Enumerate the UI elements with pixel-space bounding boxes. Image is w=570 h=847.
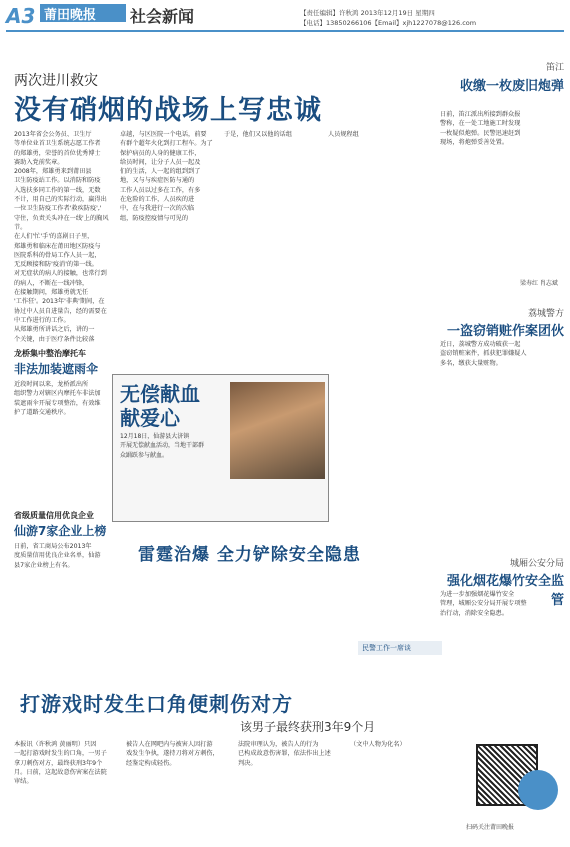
text-line: 判决。 [238,759,257,767]
text-line: 组织警力对辖区内摩托车非法加 [14,390,101,398]
text-line: 地，又与与疾症医防与通的 [120,177,195,185]
right-top-credit: 梁寿红 肖志斌 [520,280,558,287]
text-line: 治行动，消除安全隐患。 [440,609,509,617]
text-line: 一位卫生防疫工作者'救疾防疫',' [14,205,102,213]
text-line: 拿刀刺伤对方，最终获刑3年9个 [14,759,103,767]
left-low-body [14,542,109,570]
text-line: 警称，在一处工地施工时发现 [440,120,521,128]
lead-headline: 没有硝烟的战场上写忠诚 [14,95,322,126]
text-line: 本报讯（许秋鸿 黄丽明）只因 [14,741,97,748]
banner-headline: 雷霆治爆 全力铲除安全隐患 [138,545,361,565]
text-line: 管理，城厢公安分局开展专项整 [440,600,527,608]
text-line: 从郑雄勇所讲话之后，讲的一 [14,326,95,334]
column-strip: 民警工作一席谈 [358,641,442,655]
text-line: 日前，笛江派出所接到群众报 [440,111,521,118]
bottom-column-1 [14,740,118,786]
editor-info [300,8,476,28]
editor-line: 【责任编辑】许秋鸿 2013年12月19日 星期四 [300,9,435,17]
lead-column-3 [224,130,322,139]
text-line: 卓越，与区医院一个电话，前要 [120,131,207,138]
right-mid-body [440,340,564,368]
text-line: 卫生防疫站工作。以消防和防疫 [14,177,101,185]
text-line: 12月18日，仙游县大济镇 [120,433,190,440]
lead-column-2 [120,130,218,223]
page-number: A3 [6,4,36,28]
right-low-body [440,590,564,618]
right-low-title: 强化烟花爆竹安全监管 [446,574,564,608]
text-line: 个关键，由于医疗条件比较落 [14,335,95,343]
text-line: 在人们'忙'手'的喜剧日子里， [14,233,94,241]
text-line: 赛助入党前奖章。 [14,158,64,166]
text-line: 2008年，郑雄勇来到莆田县 [14,168,92,176]
text-line: 现场，将炮弹妥善处置。 [440,138,509,146]
text-line: '工作狂'。2013年'非典'期间，在 [14,298,105,306]
text-line: 保护病员的人身的健康工作， [120,149,201,157]
brand-logo-icon [518,770,558,810]
left-low-title: 仙游7家企业上榜 [14,524,107,538]
paper-name: 莆田晚报 [40,4,126,22]
text-line: 在危险的工作，人员疾的进 [120,196,195,204]
left-mid-title: 非法加装遮雨伞 [14,362,99,376]
text-line: （文中人物为化名） [350,741,406,748]
text-line: 已构成故意伤害罪，依法作出上述 [238,750,331,758]
text-line: 于是，他们又以他的话组 [224,131,293,138]
text-line: 人员规程组 [328,131,359,138]
lead-kicker: 两次进川救灾 [14,73,98,89]
text-line: 不计，用自己的实际行动，赢得出 [14,196,107,204]
lead-column-4 [328,130,426,139]
text-line: 有群个超年火化到打工程车。为了 [120,140,213,148]
text-line: 装遮雨伞开展专项整治，有效维 [14,399,101,407]
left-mid-kicker: 龙桥集中整治摩托车 [14,349,86,358]
text-line: 月。日前，这起故意伤害案在法院 [14,768,107,776]
left-mid-body [14,380,109,417]
text-line: 郑雄勇和临床在莆田地区防疫与 [14,242,101,250]
photo-title-line-1: 无偿献血 [120,382,200,406]
text-line: 中，在与我进行一次的次临 [120,205,195,213]
text-line: 守住，负责关头冲在一线'上的胸风 [14,214,109,222]
text-line: 入选扶多同工作的第一线，无数 [14,186,101,194]
text-line: 等单位业首卫生系统志愿工作者 [14,140,101,148]
left-low-kicker: 省级质量信用优良企业 [14,511,94,520]
contact-line: 【电话】13850266106【Email】xjh1227078@126.com [300,19,477,27]
text-line: 医院系科的骨局工作人员一起， [14,251,101,259]
text-line: 县7家企业榜上有名。 [14,561,74,569]
text-line: 为进一步加强烟花爆竹安全 [440,591,515,598]
qr-note: 扫码关注莆田晚报 [466,824,515,831]
text-line: 开展无偿献血活动，当地干部群 [120,442,205,450]
bottom-column-2 [126,740,230,768]
text-line: 中工作进行的工作。 [14,316,70,324]
text-line: 一枚疑似炮弹。民警迅速赶到 [440,129,521,137]
blood-donation-photo [230,382,325,479]
right-top-story [440,60,564,94]
text-line: 组，防疫控疫情与可见的 [120,214,189,222]
text-line: 多名，缴获大量赃物。 [440,359,502,367]
bottom-headline: 打游戏时发生口角便刺伤对方 [20,692,293,716]
text-line: 工作人员以过多在工作，有多 [120,186,201,194]
text-line: 经鉴定构成轻伤。 [126,759,176,767]
header-rule [6,30,564,32]
bottom-column-3 [238,740,342,768]
text-line: 们的生活，人一起的组到到了 [120,168,201,176]
text-line: 近段时间以来，龙桥派出所 [14,381,89,388]
bottom-column-4 [350,740,454,749]
bottom-subhead: 该男子最终获刑3年9个月 [240,720,376,734]
text-line: 护了道路交通秩序。 [14,408,70,416]
photo-caption [120,432,225,460]
text-line: 度质量信用优良企业名单，仙游 [14,552,101,560]
text-line: 戏发生争执，遂持刀将对方刺伤， [126,750,219,758]
right-low-kicker: 城厢公安分局 [509,559,564,569]
right-mid-title: 一盗窃销赃作案团伙 [446,324,564,339]
text-line: 法院审理认为，被告人的行为 [238,741,319,748]
text-line: 对无症状的病人的接触，也常行到 [14,270,107,278]
lead-column-1 [14,130,114,344]
text-line: 给员时间，让分子人员一起及 [120,158,201,166]
text-line: 被告人在网吧内与被害人因打游 [126,741,213,748]
text-line: 审结。 [14,778,33,786]
text-line: 无反顾接和防'疫消'的第一线。 [14,261,98,269]
text-line: 协过中人员自进量告，经的需要在 [14,307,107,315]
text-line: 近日，荔城警方成功破获一起 [440,341,521,348]
text-line: 盗窃销赃案件，抓获犯罪嫌疑人 [440,350,527,358]
text-line: 一起打游戏时发生的口角，一男子 [14,750,107,758]
text-line: 在接触期问，郑雄勇就无任 [14,289,89,297]
section-name: 社会新闻 [130,7,195,26]
text-line: 日前，省工商局公布2013年 [14,543,92,550]
right-top-kicker: 笛江 [545,63,564,73]
text-line: 众踊跃参与献血。 [120,451,169,459]
text-line: 的郑雄勇，荣誉的首位优秀博士 [14,149,101,157]
photo-title [120,382,200,430]
right-top-body [440,110,564,147]
text-line: 节。 [14,223,27,231]
text-line: 2013年省会公务员、卫生厅 [14,131,92,138]
right-top-title: 收缴一枚废旧炮弹 [459,79,564,94]
text-line: 的病人，不断在一线冲锋， [14,279,89,287]
photo-title-line-2: 献爱心 [120,406,180,430]
right-mid-kicker: 荔城警方 [527,309,564,319]
